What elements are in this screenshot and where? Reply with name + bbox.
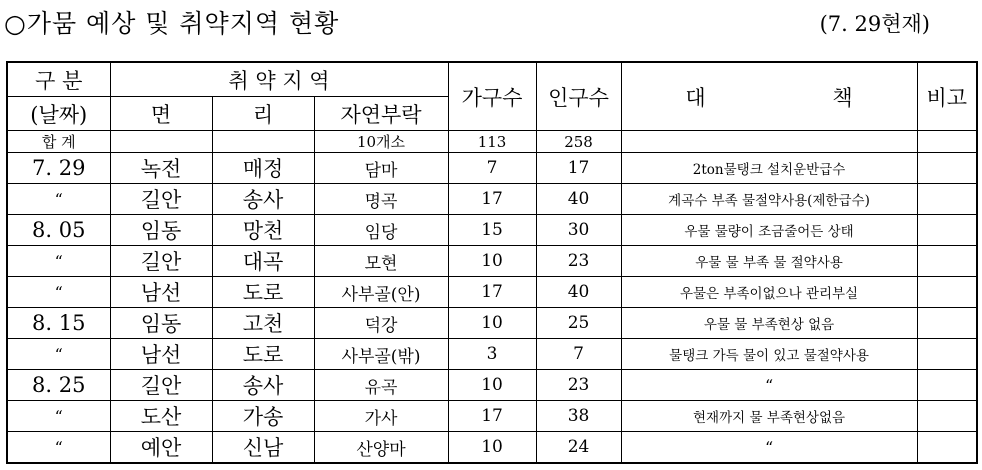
row-village: 명곡: [314, 184, 448, 215]
row-households: 17: [448, 184, 536, 215]
row-ri: 매정: [212, 153, 314, 184]
row-households: 7: [448, 153, 536, 184]
header-gubun: 구 분: [7, 62, 110, 97]
table-row: [7, 401, 977, 432]
row-ri: 도로: [212, 277, 314, 308]
row-population: 24: [536, 432, 621, 464]
row-population: 23: [536, 246, 621, 277]
row-population: 25: [536, 308, 621, 339]
row-myeon: 도산: [110, 401, 212, 432]
total-note: [917, 131, 977, 153]
row-date: 7. 29: [7, 153, 110, 184]
row-households: 15: [448, 215, 536, 246]
row-note: [917, 184, 977, 215]
row-measure: 우물 물 부족 물 절약사용: [621, 246, 917, 277]
row-date: “: [7, 277, 110, 308]
row-population: 23: [536, 370, 621, 401]
row-myeon: 임동: [110, 308, 212, 339]
header-population: 인구수: [536, 62, 621, 131]
row-measure: 우물은 부족이없으나 관리부실: [621, 277, 917, 308]
row-date: 8. 15: [7, 308, 110, 339]
row-measure: 계곡수 부족 물절약사용(제한급수): [621, 184, 917, 215]
header-households: 가구수: [448, 62, 536, 131]
row-households: 10: [448, 308, 536, 339]
row-note: [917, 246, 977, 277]
row-myeon: 임동: [110, 215, 212, 246]
row-households: 3: [448, 339, 536, 370]
total-ri: [212, 131, 314, 153]
header-myeon: 면: [110, 97, 212, 131]
row-households: 10: [448, 370, 536, 401]
row-note: [917, 153, 977, 184]
row-village: 사부골(안): [314, 277, 448, 308]
table-row: [7, 432, 977, 464]
header-measure: 대 책: [621, 62, 917, 131]
row-ri: 송사: [212, 370, 314, 401]
row-date: “: [7, 432, 110, 464]
row-village: 덕강: [314, 308, 448, 339]
row-ri: 송사: [212, 184, 314, 215]
header-area: 취 약 지 역: [110, 62, 448, 97]
row-households: 17: [448, 401, 536, 432]
row-myeon: 남선: [110, 339, 212, 370]
table-row: [7, 215, 977, 246]
row-date: “: [7, 339, 110, 370]
total-row: [7, 131, 977, 153]
row-myeon: 녹전: [110, 153, 212, 184]
row-date: 8. 05: [7, 215, 110, 246]
page-title: ○가뭄 예상 및 취약지역 현황: [4, 9, 340, 38]
row-village: 가사: [314, 401, 448, 432]
table-row: [7, 246, 977, 277]
row-village: 담마: [314, 153, 448, 184]
row-measure: “: [621, 432, 917, 464]
table-row: [7, 153, 977, 184]
header-note: 비고: [917, 62, 977, 131]
total-measure: [621, 131, 917, 153]
row-measure: 우물 물량이 조금줄어든 상태: [621, 215, 917, 246]
table-row: [7, 277, 977, 308]
row-population: 38: [536, 401, 621, 432]
row-village: 모현: [314, 246, 448, 277]
row-ri: 도로: [212, 339, 314, 370]
total-population: 258: [536, 131, 621, 153]
row-note: [917, 370, 977, 401]
row-date: “: [7, 184, 110, 215]
row-myeon: 길안: [110, 370, 212, 401]
row-households: 10: [448, 246, 536, 277]
row-measure: 우물 물 부족현상 없음: [621, 308, 917, 339]
row-population: 17: [536, 153, 621, 184]
date-label: (7. 29현재): [819, 12, 930, 36]
header-village: 자연부락: [314, 97, 448, 131]
row-population: 40: [536, 277, 621, 308]
row-households: 10: [448, 432, 536, 464]
row-ri: 망천: [212, 215, 314, 246]
row-date: “: [7, 401, 110, 432]
row-village: 임당: [314, 215, 448, 246]
table-row: [7, 184, 977, 215]
row-ri: 대곡: [212, 246, 314, 277]
row-ri: 고천: [212, 308, 314, 339]
row-population: 30: [536, 215, 621, 246]
table-row: [7, 308, 977, 339]
row-myeon: 남선: [110, 277, 212, 308]
row-note: [917, 339, 977, 370]
row-population: 40: [536, 184, 621, 215]
row-village: 유곡: [314, 370, 448, 401]
row-ri: 신남: [212, 432, 314, 464]
row-myeon: 길안: [110, 184, 212, 215]
total-myeon: [110, 131, 212, 153]
row-note: [917, 215, 977, 246]
row-measure: “: [621, 370, 917, 401]
row-village: 산양마: [314, 432, 448, 464]
table-row: [7, 370, 977, 401]
row-date: 8. 25: [7, 370, 110, 401]
row-date: “: [7, 246, 110, 277]
row-population: 7: [536, 339, 621, 370]
total-label: 합 계: [7, 131, 110, 153]
row-myeon: 예안: [110, 432, 212, 464]
table-row: [7, 339, 977, 370]
row-note: [917, 401, 977, 432]
row-ri: 가송: [212, 401, 314, 432]
total-village: 10개소: [314, 131, 448, 153]
header-ri: 리: [212, 97, 314, 131]
row-measure: 물탱크 가득 물이 있고 물절약사용: [621, 339, 917, 370]
row-note: [917, 432, 977, 464]
row-myeon: 길안: [110, 246, 212, 277]
header-nalja: (날짜): [7, 97, 110, 131]
row-households: 17: [448, 277, 536, 308]
vulnerable-area-table: [6, 61, 978, 464]
row-village: 사부골(밖): [314, 339, 448, 370]
row-measure: 2ton물탱크 설치운반급수: [621, 153, 917, 184]
row-note: [917, 277, 977, 308]
total-households: 113: [448, 131, 536, 153]
row-note: [917, 308, 977, 339]
row-measure: 현재까지 물 부족현상없음: [621, 401, 917, 432]
